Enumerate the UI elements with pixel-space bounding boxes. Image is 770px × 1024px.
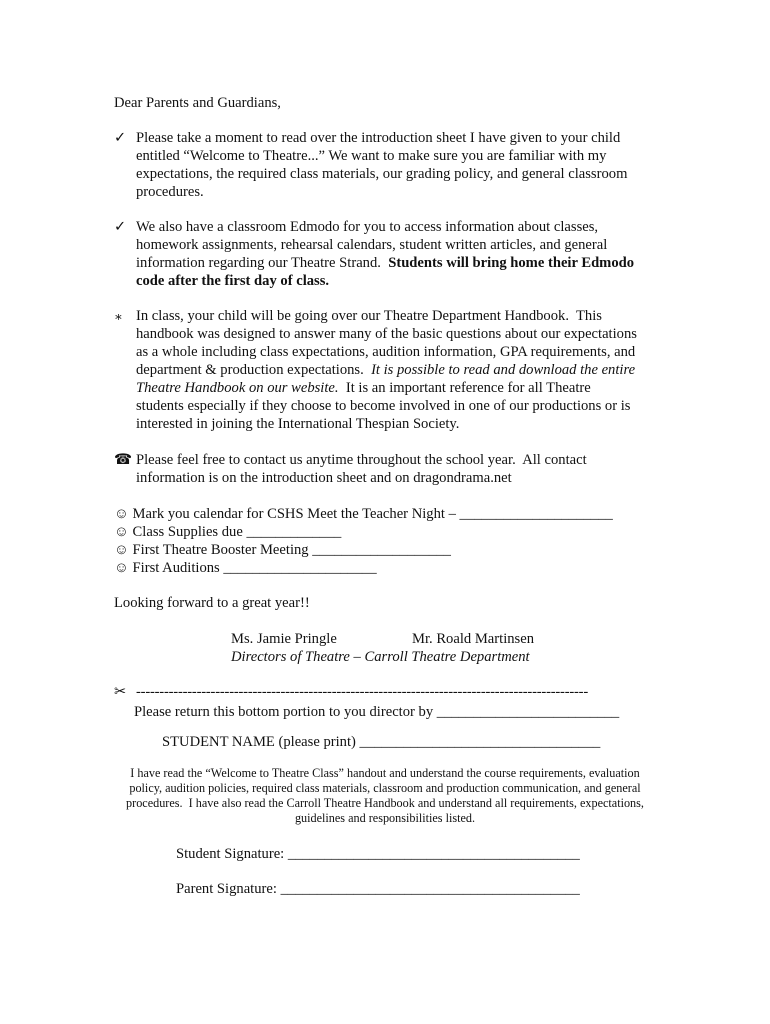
date-item: ☺ Class Supplies due _____________	[114, 524, 342, 540]
acknowledgement-line: I have read the “Welcome to Theatre Class” handout and understand the course requirements, evaluation	[130, 766, 640, 780]
paragraph-line: information is on the introduction sheet and on dragondrama.net	[136, 470, 512, 486]
paragraph-line: Theatre Handbook on our website. It is an important reference for all Theatre	[136, 380, 591, 396]
signer-name-1: Ms. Jamie Pringle	[231, 631, 337, 647]
paragraph-line: as a whole including class expectations, audition information, GPA requirements, and	[136, 344, 636, 360]
check-icon: ✓	[114, 130, 127, 146]
paragraph-line: We also have a classroom Edmodo for you to access information about classes,	[136, 219, 599, 235]
greeting: Dear Parents and Guardians,	[114, 95, 281, 111]
student-signature-field[interactable]: Student Signature: ________________________________________	[176, 846, 580, 862]
paragraph-line: department & production expectations. It is possible to read and download the entire	[136, 362, 636, 378]
acknowledgement-line: policy, audition policies, required class materials, classroom and production communication, and general	[129, 781, 641, 795]
paragraph-line: Please take a moment to read over the introduction sheet I have given to your child	[136, 130, 621, 146]
paragraph-line: handbook was designed to answer many of the basic questions about our expectations	[136, 326, 637, 342]
date-item: ☺ Mark you calendar for CSHS Meet the Teacher Night – _____________________	[114, 506, 613, 522]
paragraph-line	[136, 272, 656, 290]
paragraph-line: In class, your child will be going over our Theatre Department Handbook. This	[136, 308, 602, 324]
paragraph-line: information regarding our Theatre Strand. Students will bring home their Edmodo	[136, 255, 635, 271]
closing-line: Looking forward to a great year!!	[114, 595, 310, 611]
signer-name-2: Mr. Roald Martinsen	[412, 631, 535, 647]
paragraph-line: students especially if they choose to become involved in one of our productions or is	[136, 398, 631, 414]
handbook-paragraph	[136, 307, 656, 433]
smiley-icon: ☺	[114, 506, 129, 522]
dates-list	[114, 505, 613, 577]
edmodo-paragraph	[136, 218, 656, 290]
asterisk-icon: ∗	[114, 309, 123, 324]
paragraph-line: expectations, the required class materials, our grading policy, and general classroom	[136, 166, 628, 182]
phone-icon: ☎	[114, 452, 133, 468]
date-item: ☺ First Auditions _____________________	[114, 560, 377, 576]
acknowledgement-line: guidelines and responsibilities listed.	[294, 811, 476, 825]
edmodo-code-notice: Students will bring home their Edmodo	[388, 255, 635, 271]
acknowledgement-text	[95, 766, 675, 826]
smiley-icon: ☺	[114, 560, 129, 576]
smiley-icon: ☺	[114, 542, 129, 558]
student-name-field[interactable]: STUDENT NAME (please print) _________________________________	[162, 734, 601, 750]
edmodo-code-notice: code after the first day of class.	[136, 273, 330, 289]
paragraph-line: Please feel free to contact us anytime throughout the school year. All contact	[136, 452, 587, 468]
scissors-icon: ✂	[114, 684, 127, 700]
handbook-website-note: Theatre Handbook on our website.	[136, 380, 339, 396]
intro-sheet-paragraph	[136, 129, 656, 201]
paragraph-line: homework assignments, rehearsal calendars, student written articles, and general	[136, 237, 608, 253]
acknowledgement-line: procedures. I have also read the Carroll Theatre Handbook and understand all requirements, expectations,	[126, 796, 644, 810]
paragraph-line: entitled “Welcome to Theatre...” We want to make sure you are familiar with my	[136, 148, 607, 164]
paragraph-line: procedures.	[136, 184, 204, 200]
cut-line: -------------------------------------------------------------------------------------------------	[136, 684, 589, 700]
contact-paragraph	[136, 451, 656, 487]
return-instruction: Please return this bottom portion to you director by _________________________	[134, 704, 620, 720]
handbook-website-note: It is possible to read and download the entire	[371, 362, 636, 378]
parent-signature-field[interactable]: Parent Signature: _________________________________________	[176, 881, 580, 897]
paragraph-line: interested in joining the International Thespian Society.	[136, 416, 460, 432]
smiley-icon: ☺	[114, 524, 129, 540]
date-item: ☺ First Theatre Booster Meeting ___________________	[114, 542, 451, 558]
signer-title: Directors of Theatre – Carroll Theatre Department	[231, 649, 530, 665]
check-icon: ✓	[114, 219, 127, 235]
